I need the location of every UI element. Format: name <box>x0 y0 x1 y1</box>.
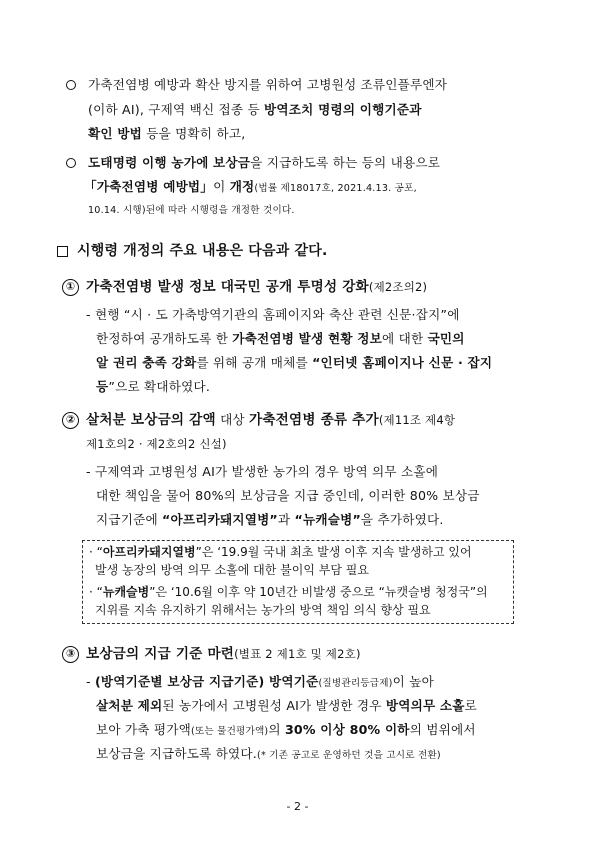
intro-bullet1-line2: (이하 AI), 구제역 백신 접종 등 방역조치 명령의 이행기준과 <box>88 102 422 117</box>
item2-line3: 지급기준에 “아프리카돼지열병”과 “뉴캐슬병”을 추가하였다. <box>96 512 444 527</box>
item1-line2: 한정하여 공개하도록 한 가축전염병 발생 현황 정보에 대한 국민의 <box>96 331 465 346</box>
item1-number-icon: ① <box>62 279 79 296</box>
intro-bullet1-line3: 확인 방법 등을 명확히 하고, <box>88 126 246 141</box>
note2-line1: · “뉴캐슬병”은 ‘10.6월 이후 약 10년간 비발생 중으로 “뉴캣슬병 청정국”의 <box>89 585 488 599</box>
note1-line2: 발생 농장의 방역 의무 소홀에 대한 불이익 부담 필요 <box>95 563 369 577</box>
item3-line2: 살처분 제외된 농가에서 고병원성 AI가 발생한 경우 방역의무 소홀로 <box>96 698 478 713</box>
item2-heading-line1: 살처분 보상금의 감액 대상 가축전염병 종류 추가(제11조 제4항 <box>86 412 456 428</box>
item1-heading: 가축전염병 발생 정보 대국민 공개 투명성 강화(제2조의2) <box>86 279 428 295</box>
item1-line1: - 현행 “시 · 도 가축방역기관의 홈페이지와 축산 관련 신문·잡지”에 <box>86 307 460 322</box>
note1-line1: · “아프리카돼지열병”은 ‘19.9월 국내 최초 발생 이후 지속 발생하고 있어 <box>89 545 472 559</box>
intro-bullet2-line1: 도태명령 이행 농가에 보상금을 지급하도록 하는 등의 내용으로 <box>88 155 441 170</box>
section-title: 시행령 개정의 주요 내용은 다음과 같다. <box>77 243 328 259</box>
item1-line3: 알 권리 충족 강화를 위해 공개 매체를 “인터넷 홈페이지나 신문 · 잡지 <box>96 355 493 370</box>
item3-heading: 보상금의 지급 기준 마련(별표 2 제1호 및 제2호) <box>86 646 361 662</box>
item3-number-icon: ③ <box>62 646 79 663</box>
item1-line4: 등”으로 확대하였다. <box>96 379 211 394</box>
page-number: - 2 - <box>286 800 309 813</box>
item3-line4: 보상금을 지급하도록 하였다.(* 기존 공고로 운영하던 것을 고시로 전환) <box>96 746 441 761</box>
item2-line2: 대한 책임을 물어 80%의 보상금을 지급 중인데, 이러한 80% 보상금 <box>96 488 480 503</box>
circle-bullet-icon <box>66 80 76 90</box>
note2-line2: 지위를 지속 유지하기 위해서는 농가의 방역 책임 의식 향상 필요 <box>95 603 431 617</box>
circle-bullet-icon <box>66 158 76 168</box>
intro-bullet2-line2: 「가축전염병 예방법」이 개정(법률 제18017호, 2021.4.13. 공포, <box>84 179 417 194</box>
item2-number-icon: ② <box>62 412 79 429</box>
intro-bullet2-line3: 10.14. 시행)된에 따라 시행령을 개정한 것이다. <box>88 205 295 216</box>
square-bullet-icon <box>57 246 68 257</box>
item2-line1: - 구제역과 고병원성 AI가 발생한 농가의 경우 방역 의무 소홀에 <box>86 464 439 479</box>
note-box <box>82 540 514 624</box>
intro-bullet1-line1: 가축전염병 예방과 확산 방지를 위하여 고병원성 조류인플루엔자 <box>88 77 448 92</box>
item2-heading-line2: 제1호의2 · 제2호의2 신설) <box>86 437 227 451</box>
item3-line3: 보아 가축 평가액(또는 물건평가액)의 30% 이상 80% 이하의 범위에서 <box>96 722 476 737</box>
item3-line1: - (방역기준별 보상금 지급기준) 방역기준(질병관리등급제)이 높아 <box>86 674 434 689</box>
